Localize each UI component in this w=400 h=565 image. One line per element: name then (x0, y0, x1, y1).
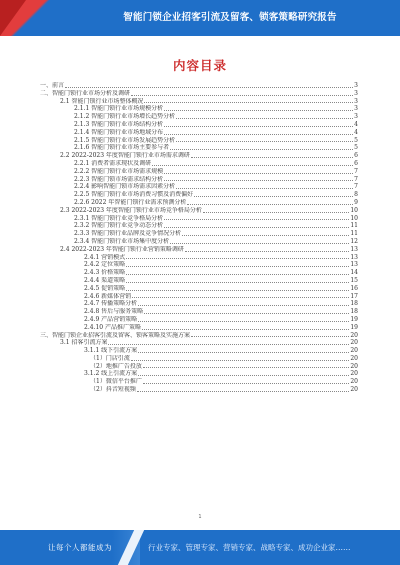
toc-leader-dots (170, 149, 353, 150)
toc-entry[interactable] (40, 238, 358, 246)
toc-entry-label: 2.2.4 影响智能门锁市场需求因素分析 (74, 183, 176, 191)
toc-entry-label: 2.4.5 促销策略 (84, 284, 126, 292)
toc-entry-label: 2.4.6 新媒体营销 (84, 292, 132, 300)
toc-entry-page: 18 (350, 308, 358, 316)
toc-entry[interactable] (40, 316, 358, 324)
toc-entry-page: 8 (354, 191, 358, 199)
toc-leader-dots (108, 344, 349, 345)
toc-entry-label: 2.3.2 智能门锁行业竞争动态分析 (74, 222, 164, 230)
toc-entry-label: 2.4.7 传播策略分析 (84, 300, 138, 308)
toc-entry[interactable] (40, 191, 358, 199)
toc-entry-label: 2.4.9 产品营销策略 (84, 315, 138, 323)
toc-leader-dots (194, 196, 353, 197)
report-title: 智能门锁企业招客引流及留客、锁客策略研究报告 (123, 12, 337, 23)
toc-entry[interactable] (40, 285, 358, 293)
toc-leader-dots (144, 102, 353, 103)
toc-leader-dots (131, 360, 350, 361)
toc-entry-page: 7 (354, 183, 358, 191)
toc-entry-label: 2.4.8 售后与服务策略 (84, 308, 144, 316)
toc-entry-page: 11 (350, 222, 358, 230)
toc-entry-page: 20 (350, 362, 358, 370)
footer-tagline: 行业专家、管理专家、营销专家、战略专家、成功企业家…… (148, 543, 351, 552)
toc-entry-label: 2.1.2 智能门锁行业市场增长趋势分析 (74, 113, 176, 121)
toc-entry-label: 2.4.3 价格策略 (84, 269, 126, 277)
toc-leader-dots (142, 329, 349, 330)
toc-leader-dots (138, 352, 349, 353)
toc-entry-page: 17 (350, 292, 358, 300)
toc-entry-page: 5 (354, 144, 358, 152)
toc-leader-dots (143, 383, 350, 384)
toc-heading: 内容目录 (172, 58, 227, 73)
toc-entry[interactable] (40, 105, 358, 113)
toc-entry[interactable] (40, 199, 358, 207)
toc-entry[interactable] (40, 355, 358, 363)
toc-leader-dots (138, 321, 349, 322)
toc-entry[interactable] (40, 183, 358, 191)
toc-entry-page: 3 (354, 97, 358, 105)
toc-entry-label: 2.1.4 智能门锁行业市场地域分布 (74, 128, 164, 136)
toc-entry-page: 5 (354, 136, 358, 144)
toc-entry-label: 2.3.3 智能门锁行业品牌及竞争情况分析 (74, 230, 182, 238)
toc-entry-page: 13 (350, 253, 358, 261)
toc-entry-label: 2.1.1 智能门锁行业市场规模分析 (74, 105, 164, 113)
toc-entry-label: 2.2.6 2022 年智能门锁行业需求预测分析 (74, 198, 187, 206)
toc-entry[interactable] (40, 386, 358, 394)
toc-entry[interactable] (40, 324, 358, 332)
toc-leader-dots (164, 126, 353, 127)
toc-entry-label: 2.3 2022-2023 年度智能门锁行业市场竞争格局分析 (60, 206, 202, 214)
toc-entry-page: 18 (350, 300, 358, 308)
toc-entry[interactable] (40, 332, 358, 340)
toc-leader-dots (126, 258, 349, 259)
toc-entry-page: 10 (350, 206, 358, 214)
toc-leader-dots (144, 313, 349, 314)
toc-leader-dots (176, 141, 353, 142)
toc-entry[interactable] (40, 160, 358, 168)
toc-entry-page: 20 (350, 386, 358, 394)
toc-entry[interactable] (40, 339, 358, 347)
toc-leader-dots (131, 95, 353, 96)
toc-leader-dots (137, 391, 350, 392)
toc-leader-dots (164, 227, 349, 228)
toc-entry-label: （1）微信平台推广 (90, 378, 142, 386)
toc-leader-dots (176, 188, 353, 189)
toc-entry-page: 20 (350, 354, 358, 362)
toc-entry-page: 3 (354, 89, 358, 97)
toc-entry-label: 2.2 2022-2023 年度智能门锁行业市场需求调研 (60, 152, 190, 160)
toc-entry-label: 2.1.6 智能门锁行业市场主要参与者 (74, 144, 170, 152)
toc-entry-page: 6 (354, 159, 358, 167)
toc-entry[interactable] (40, 363, 358, 371)
toc-entry[interactable] (40, 215, 358, 223)
header-accent-dark (0, 0, 26, 36)
toc-entry-page: 4 (354, 128, 358, 136)
toc-entry[interactable] (40, 207, 358, 215)
toc-entry-label: 三、智能门锁企业招客引流及留客、锁客策略及实施方案 (40, 331, 191, 339)
toc-entry[interactable] (40, 254, 358, 262)
toc-entry-label: 2.4.4 渠道策略 (84, 276, 126, 284)
toc-entry-label: （2）地推广告投放 (90, 362, 142, 370)
toc-entry[interactable] (40, 129, 358, 137)
toc-leader-dots (182, 235, 349, 236)
toc-entry[interactable] (40, 90, 358, 98)
toc-leader-dots (132, 297, 349, 298)
toc-entry[interactable] (40, 378, 358, 386)
toc-leader-dots (138, 305, 349, 306)
toc-entry-page: 12 (350, 237, 358, 245)
toc-entry[interactable] (40, 144, 358, 152)
toc-leader-dots (164, 219, 349, 220)
toc-entry-page: 13 (350, 261, 358, 269)
toc-leader-dots (126, 290, 349, 291)
toc-entry-label: 2.1.3 智能门锁行业市场结构分析 (74, 120, 164, 128)
toc-entry-label: 2.2.1 消费者需求现状及调研 (74, 159, 152, 167)
toc-entry-page: 20 (350, 347, 358, 355)
toc-entry-label: 3.1.2 线上引流方案 (84, 370, 138, 378)
toc-entry-page: 10 (350, 214, 358, 222)
toc-entry-page: 16 (350, 284, 358, 292)
toc-entry-label: 二、智能门锁行业市场分析及调研 (40, 89, 131, 97)
toc-entry-label: 2.4.10 产品推广策略 (84, 323, 141, 331)
toc-leader-dots (164, 110, 353, 111)
toc-entry-label: 2.2.3 智能门锁市场需求结构分析 (74, 175, 164, 183)
toc-leader-dots (126, 282, 349, 283)
toc-leader-dots (138, 375, 349, 376)
toc-entry[interactable] (40, 222, 358, 230)
toc-leader-dots (126, 274, 349, 275)
toc-entry-label: 2.4.1 营销模式 (84, 253, 126, 261)
toc-entry-page: 20 (350, 331, 358, 339)
footer-slogan: 让每个人都能成为 (48, 543, 112, 552)
toc-entry[interactable] (40, 82, 358, 90)
toc-entry[interactable] (40, 230, 358, 238)
toc-entry-label: （1）门店引流 (90, 354, 130, 362)
toc-entry-label: 2.2.2 智能门锁行业市场需求规模 (74, 167, 164, 175)
toc-entry-page: 20 (350, 339, 358, 347)
toc-entry-label: 2.1.5 智能门锁行业市场发展趋势分析 (74, 136, 176, 144)
toc-entry-page: 9 (354, 198, 358, 206)
page-number: 1 (198, 514, 202, 520)
toc-entry-page: 15 (350, 276, 358, 284)
toc-leader-dots (164, 180, 353, 181)
toc-entry-page: 20 (350, 378, 358, 386)
toc-entry[interactable] (40, 277, 358, 285)
toc-leader-dots (143, 367, 350, 368)
toc-entry[interactable] (40, 113, 358, 121)
toc-entry-label: 2.3.4 智能门锁行业市场集中度分析 (74, 237, 170, 245)
toc-leader-dots (185, 251, 349, 252)
toc-entry-page: 19 (350, 323, 358, 331)
table-of-contents (40, 82, 358, 394)
toc-leader-dots (203, 212, 349, 213)
toc-leader-dots (170, 243, 349, 244)
toc-entry[interactable] (40, 261, 358, 269)
toc-entry-page: 19 (350, 315, 358, 323)
toc-leader-dots (187, 204, 353, 205)
toc-entry[interactable] (40, 98, 358, 106)
toc-entry[interactable] (40, 246, 358, 254)
toc-entry-label: 2.4.2 定位策略 (84, 261, 126, 269)
toc-entry[interactable] (40, 176, 358, 184)
toc-entry-page: 3 (354, 113, 358, 121)
toc-entry[interactable] (40, 168, 358, 176)
toc-entry-label: 2.1 智能门锁行业市场整体概况 (60, 97, 144, 105)
toc-entry-label: 3.1.1 线下引流方案 (84, 347, 138, 355)
toc-leader-dots (126, 266, 349, 267)
toc-leader-dots (164, 173, 353, 174)
toc-entry-label: 一、前言 (40, 82, 65, 89)
toc-entry-page: 11 (350, 230, 358, 238)
toc-entry-label: 3.1 招客引流方案 (60, 339, 108, 347)
toc-entry[interactable] (40, 347, 358, 355)
toc-entry-page: 4 (354, 120, 358, 128)
toc-entry[interactable] (40, 137, 358, 145)
toc-entry-label: 2.2.5 智能门锁行业市场消费习惯及消费偏好 (74, 191, 194, 199)
toc-entry[interactable] (40, 370, 358, 378)
toc-entry-page: 20 (350, 370, 358, 378)
toc-entry-page: 14 (350, 269, 358, 277)
toc-entry[interactable] (40, 152, 358, 160)
toc-entry-page: 3 (354, 105, 358, 113)
toc-entry-page: 3 (354, 82, 358, 89)
toc-leader-dots (164, 134, 353, 135)
toc-entry-page: 6 (354, 152, 358, 160)
toc-leader-dots (191, 157, 353, 158)
toc-entry-page: 7 (354, 175, 358, 183)
toc-entry[interactable] (40, 300, 358, 308)
toc-entry-label: 2.4 2022-2023 年智能门锁行业营销策略调研 (60, 245, 184, 253)
toc-entry[interactable] (40, 121, 358, 129)
header-bar (0, 0, 400, 36)
toc-leader-dots (65, 87, 353, 88)
footer-bar (0, 530, 400, 565)
toc-entry[interactable] (40, 293, 358, 301)
toc-entry-page: 13 (350, 245, 358, 253)
toc-leader-dots (152, 165, 353, 166)
toc-entry[interactable] (40, 269, 358, 277)
toc-leader-dots (191, 336, 349, 337)
toc-entry-label: 2.3.1 智能门锁行业竞争格局分析 (74, 214, 164, 222)
toc-entry[interactable] (40, 308, 358, 316)
toc-leader-dots (176, 118, 353, 119)
toc-entry-label: （2）抖音短视频 (90, 386, 136, 394)
toc-entry-page: 7 (354, 167, 358, 175)
